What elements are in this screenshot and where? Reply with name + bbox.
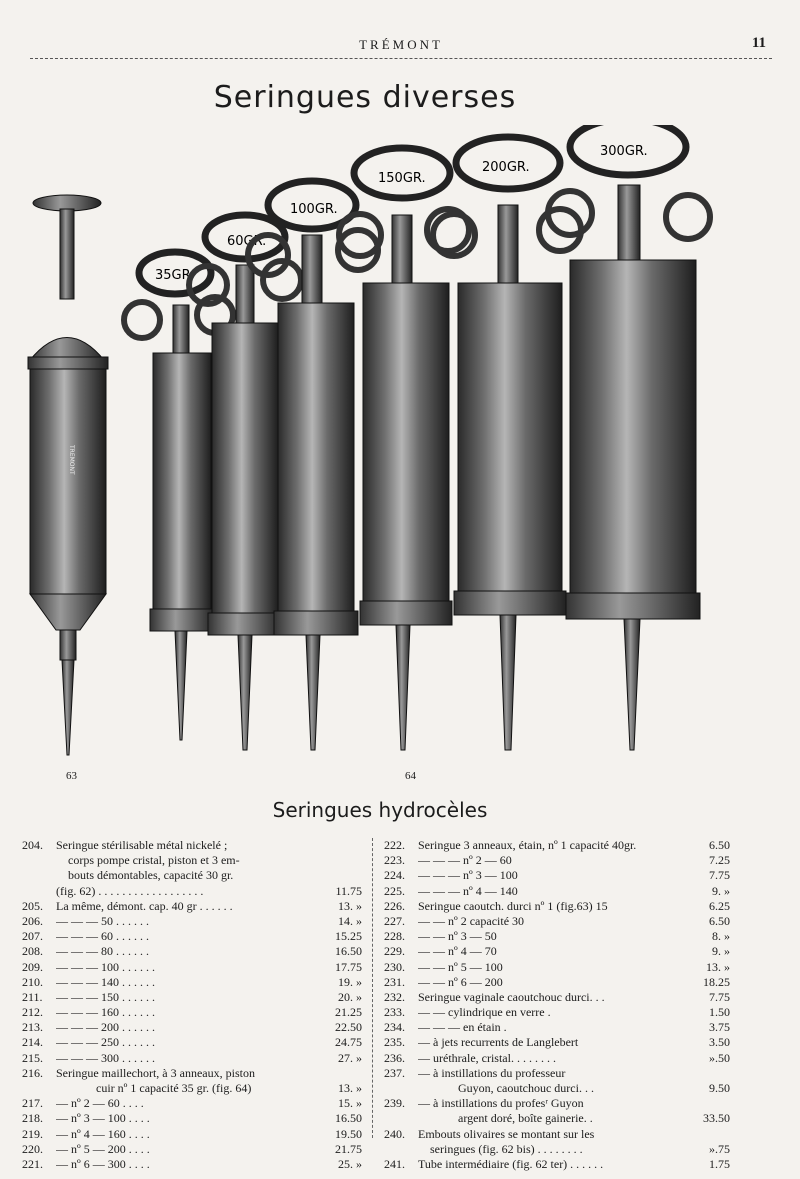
item-number: 235. — [384, 1035, 405, 1050]
item-description: (fig. 62) . . . . . . . . . . . . . . . . . . — [56, 883, 204, 898]
item-description: — — nº 3 — 50 — [418, 929, 497, 944]
column-divider — [372, 838, 373, 1138]
item-price: 13. » — [338, 898, 362, 913]
capacity-label-60: 60GR. — [227, 234, 267, 249]
price-row — [22, 975, 362, 990]
item-number: 226. — [384, 898, 405, 913]
item-price — [318, 838, 362, 853]
item-description: — — nº 5 — 100 — [418, 959, 503, 974]
item-price — [318, 868, 362, 883]
price-row — [384, 1081, 730, 1096]
price-row — [22, 1005, 362, 1020]
capacity-label-35: 35GR. — [155, 268, 195, 283]
item-number: 230. — [384, 959, 405, 974]
item-description: bouts démontables, capacité 30 gr. — [68, 868, 234, 883]
barrel-mark: TREMONT — [68, 445, 75, 475]
item-number: 207. — [22, 929, 43, 944]
item-description: Tube intermédiaire (fig. 62 ter) . . . . . . — [418, 1156, 604, 1171]
price-row — [384, 1142, 730, 1157]
price-row — [384, 929, 730, 944]
page-number: 11 — [751, 35, 766, 51]
item-number: 214. — [22, 1035, 43, 1050]
item-description: Guyon, caoutchouc durci. . . — [458, 1081, 594, 1095]
item-number: 221. — [22, 1156, 43, 1171]
item-price: 15.25 — [335, 929, 362, 944]
item-description: Embouts olivaires se montant sur les — [418, 1126, 595, 1141]
price-row — [22, 1066, 362, 1081]
item-description: — à instillations du professeur — [418, 1065, 566, 1080]
item-price: 6.25 — [709, 898, 730, 913]
item-description: — uréthrale, cristal. . . . . . . . — [418, 1050, 556, 1065]
item-price: 22.50 — [335, 1020, 362, 1035]
capacity-label-150: 150GR. — [378, 171, 426, 186]
item-price — [318, 853, 362, 868]
price-row — [384, 1066, 730, 1081]
item-number: 240. — [384, 1126, 405, 1141]
item-price: 7.25 — [709, 853, 730, 868]
item-price: 25. » — [338, 1156, 362, 1171]
item-description: La même, démont. cap. 40 gr . . . . . . — [56, 898, 233, 913]
price-row — [22, 1127, 362, 1142]
item-description: Seringue caoutch. durci nº 1 (fig.63) 15 — [418, 898, 608, 913]
item-price: 19. » — [338, 974, 362, 989]
capacity-label-200: 200GR. — [482, 160, 530, 175]
item-number — [384, 1081, 418, 1096]
item-price: 17.75 — [335, 959, 362, 974]
item-number: 205. — [22, 898, 43, 913]
item-description: — — — 60 . . . . . . — [56, 929, 149, 944]
price-row — [22, 1111, 362, 1126]
page-title: Seringues diverses — [213, 80, 517, 115]
item-price: 1.50 — [709, 1005, 730, 1020]
price-row — [384, 1005, 730, 1020]
item-number: 232. — [384, 989, 405, 1004]
item-price: 18.25 — [703, 974, 730, 989]
item-number: 206. — [22, 913, 43, 928]
syringe-fig-63 — [28, 195, 108, 755]
item-description: — — — 150 . . . . . . — [56, 989, 155, 1004]
item-number: 213. — [22, 1020, 43, 1035]
item-description: — — — 200 . . . . . . — [56, 1020, 155, 1035]
item-number: 223. — [384, 853, 405, 868]
price-row — [22, 1020, 362, 1035]
item-number — [22, 1081, 56, 1096]
item-number: 216. — [22, 1065, 43, 1080]
price-row — [384, 1157, 730, 1172]
item-price — [318, 1066, 362, 1081]
item-description: — nº 2 — 60 . . . . — [56, 1096, 144, 1111]
item-number: 229. — [384, 944, 405, 959]
item-description: — — — 160 . . . . . . — [56, 1005, 155, 1020]
item-number: 241. — [384, 1156, 405, 1171]
price-row — [384, 853, 730, 868]
syringe-300 — [548, 125, 710, 750]
item-price: 20. » — [338, 989, 362, 1004]
item-number: 239. — [384, 1096, 405, 1111]
item-price: 21.25 — [335, 1005, 362, 1020]
price-row — [384, 1020, 730, 1035]
item-description: — nº 3 — 100 . . . . — [56, 1111, 150, 1126]
item-description: — — — nº 3 — 100 — [418, 868, 518, 883]
item-description: — — — 250 . . . . . . — [56, 1035, 155, 1050]
item-number: 227. — [384, 913, 405, 928]
item-number: 217. — [22, 1096, 43, 1111]
price-row — [384, 975, 730, 990]
item-number: 210. — [22, 974, 43, 989]
item-description: Seringue vaginale caoutchouc durci. . . — [418, 989, 605, 1004]
item-price: 13. » — [706, 959, 730, 974]
item-price: 6.50 — [709, 838, 730, 852]
price-row — [384, 899, 730, 914]
item-number — [384, 1142, 418, 1157]
price-row — [22, 1157, 362, 1172]
item-description: — — — 300 . . . . . . — [56, 1050, 155, 1065]
item-description: Seringue 3 anneaux, étain, nº 1 capacité 40gr. — [418, 838, 637, 852]
item-price: 14. » — [338, 913, 362, 928]
item-number: 233. — [384, 1005, 405, 1020]
item-number: 219. — [22, 1126, 43, 1141]
item-price: 7.75 — [709, 868, 730, 883]
section-subtitle: Seringues hydrocèles — [272, 798, 488, 822]
price-row — [22, 960, 362, 975]
figure-number-64: 64 — [405, 770, 416, 782]
price-row — [22, 853, 362, 868]
item-price: 3.75 — [709, 1020, 730, 1035]
syringes-fig-64 — [124, 125, 710, 750]
item-description: — — — 50 . . . . . . — [56, 913, 149, 928]
price-row — [22, 1081, 362, 1096]
item-price: 1.75 — [709, 1156, 730, 1171]
price-row — [384, 990, 730, 1005]
price-row — [22, 990, 362, 1005]
item-price: 21.75 — [335, 1141, 362, 1156]
price-row — [384, 838, 730, 853]
price-row — [22, 1096, 362, 1111]
item-number: 236. — [384, 1050, 405, 1065]
price-row — [22, 884, 362, 899]
price-list-right — [384, 838, 730, 1172]
price-row — [22, 914, 362, 929]
item-price: 7.75 — [709, 989, 730, 1004]
item-price: 9. » — [712, 883, 730, 898]
item-price: 6.50 — [709, 913, 730, 928]
price-row — [22, 929, 362, 944]
price-row — [22, 1051, 362, 1066]
price-row — [384, 1127, 730, 1142]
item-number — [22, 868, 56, 883]
item-number — [22, 853, 56, 868]
price-row — [384, 1111, 730, 1126]
item-description: — — — 80 . . . . . . — [56, 944, 149, 959]
item-price: ».50 — [709, 1050, 730, 1065]
item-number: 225. — [384, 883, 405, 898]
item-number: 204. — [22, 838, 43, 852]
item-description: — à jets recurrents de Langlebert — [418, 1035, 579, 1050]
price-row — [384, 960, 730, 975]
price-row — [22, 944, 362, 959]
item-price: 19.50 — [335, 1126, 362, 1141]
running-header — [30, 34, 772, 58]
item-price — [680, 1096, 730, 1111]
item-number: 234. — [384, 1020, 405, 1035]
price-row — [384, 884, 730, 899]
item-price: 16.50 — [335, 1111, 362, 1126]
item-description: — — — nº 2 — 60 — [418, 853, 512, 868]
item-description: Seringue maillechort, à 3 anneaux, piston — [56, 1065, 255, 1080]
item-price: 9.50 — [709, 1081, 730, 1095]
running-head: TRÉMONT — [359, 37, 443, 52]
item-description: argent doré, boîte gainerie. . — [458, 1111, 593, 1126]
item-number: 228. — [384, 929, 405, 944]
header-rule — [30, 58, 772, 59]
item-price — [680, 1066, 730, 1081]
item-number: 220. — [22, 1141, 43, 1156]
item-number: 209. — [22, 959, 43, 974]
price-row — [22, 838, 362, 853]
item-number: 237. — [384, 1065, 405, 1080]
item-description: corps pompe cristal, piston et 3 em- — [68, 853, 240, 868]
item-number: 208. — [22, 944, 43, 959]
item-price: ».75 — [709, 1141, 730, 1156]
capacity-label-100: 100GR. — [290, 202, 338, 217]
price-row — [22, 868, 362, 883]
item-price: 16.50 — [335, 944, 362, 959]
price-row — [22, 899, 362, 914]
item-description: — — cylindrique en verre . — [418, 1005, 551, 1020]
syringes-illustration — [20, 125, 720, 765]
item-number: 231. — [384, 974, 405, 989]
item-price: 11.75 — [335, 883, 362, 898]
item-description: — — nº 2 capacité 30 — [418, 913, 525, 928]
price-row — [384, 1051, 730, 1066]
item-description: — — nº 4 — 70 — [418, 944, 497, 959]
item-description: — à instillations du profesʳ Guyon — [418, 1096, 584, 1111]
item-price — [680, 1127, 730, 1142]
item-number: 215. — [22, 1050, 43, 1065]
item-price: 27. » — [338, 1050, 362, 1065]
item-number — [22, 884, 56, 899]
price-row — [384, 914, 730, 929]
item-number: 222. — [384, 838, 405, 852]
item-description: — — — en étain . — [418, 1020, 507, 1035]
item-description: — nº 4 — 160 . . . . — [56, 1126, 150, 1141]
price-row — [22, 1142, 362, 1157]
item-price: 24.75 — [335, 1035, 362, 1050]
item-number: 218. — [22, 1111, 43, 1126]
syringe-150 — [339, 148, 469, 750]
item-price: 9. » — [712, 944, 730, 959]
item-description: — nº 6 — 300 . . . . — [56, 1156, 150, 1171]
item-number: 224. — [384, 868, 405, 883]
item-description: — — nº 6 — 200 — [418, 974, 503, 989]
item-description: — — — 140 . . . . . . — [56, 974, 155, 989]
price-row — [22, 1035, 362, 1050]
item-number — [384, 1111, 418, 1126]
item-price: 33.50 — [703, 1111, 730, 1126]
figure-number-63: 63 — [66, 770, 77, 782]
item-description: cuir nº 1 capacité 35 gr. (fig. 64) — [96, 1081, 252, 1095]
item-price: 8. » — [712, 929, 730, 944]
item-description: — — — 100 . . . . . . — [56, 959, 155, 974]
price-row — [384, 868, 730, 883]
item-description: Seringue stérilisable métal nickelé ; — [56, 838, 228, 852]
price-row — [384, 1096, 730, 1111]
price-list-left — [22, 838, 362, 1172]
price-row — [384, 1035, 730, 1050]
item-price: 3.50 — [709, 1035, 730, 1050]
price-row — [384, 944, 730, 959]
item-price: 13. » — [338, 1081, 362, 1095]
capacity-label-300: 300GR. — [600, 144, 648, 159]
item-description: — — — nº 4 — 140 — [418, 883, 518, 898]
item-number: 212. — [22, 1005, 43, 1020]
item-price: 15. » — [338, 1096, 362, 1111]
item-description: — nº 5 — 200 . . . . — [56, 1141, 150, 1156]
item-description: seringues (fig. 62 bis) . . . . . . . . — [430, 1141, 583, 1156]
item-number: 211. — [22, 989, 43, 1004]
